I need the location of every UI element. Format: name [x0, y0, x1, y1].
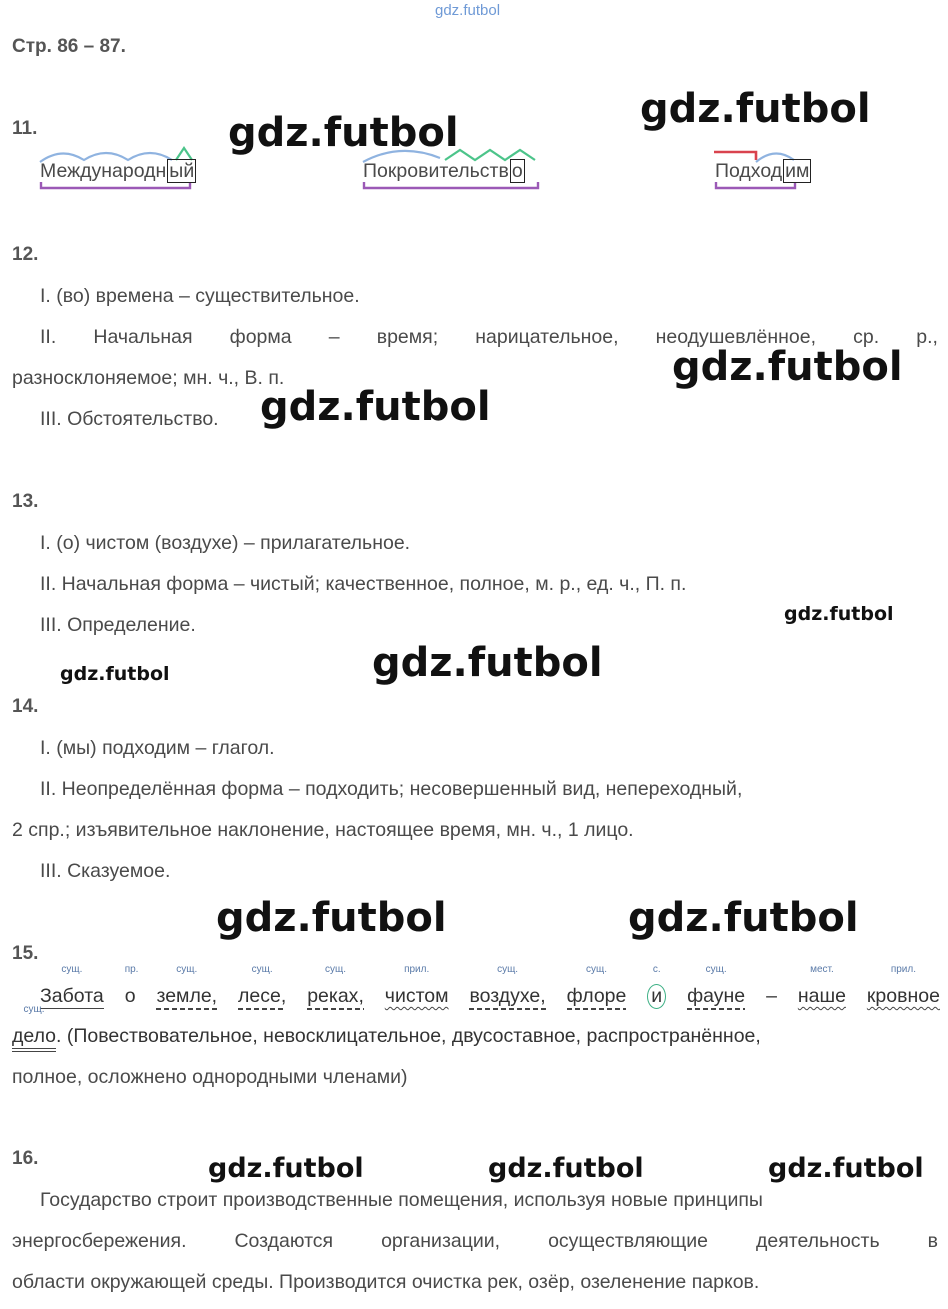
word: сущ. земле, — [156, 985, 217, 1010]
word-subject: сущ. Забота — [40, 964, 104, 1007]
task15-line3: полное, осложнено однородными членами) — [12, 1066, 408, 1088]
task12-line1: I. (во) времена – существительное. — [40, 285, 360, 307]
word: в — [927, 1230, 938, 1252]
word: Начальная — [93, 326, 193, 348]
task13-line3: III. Определение. — [40, 614, 196, 636]
task12-line3: разносклоняемое; мн. ч., В. п. — [12, 367, 285, 389]
word-stem: Международн — [40, 160, 167, 182]
conjunction-circled: с. и — [647, 984, 666, 1009]
task-number-13: 13. — [12, 491, 39, 512]
word-stem: Подход — [715, 160, 783, 182]
task-number-11: 11. — [12, 118, 38, 139]
watermark: gdz.futbol — [488, 1153, 644, 1184]
task-number-12: 12. — [12, 244, 39, 265]
watermark: gdz.futbol — [228, 110, 459, 156]
task15-characteristics: . (Повествовательное, невосклицательное, двусоставное, распространённое, — [56, 1025, 761, 1047]
word: неодушевлённое, — [655, 326, 817, 348]
task-number-15: 15. — [12, 943, 39, 964]
word: нарицательное, — [475, 326, 619, 348]
word: сущ. воздухе, — [469, 985, 545, 1010]
watermark: gdz.futbol — [260, 384, 491, 430]
task13-line1: I. (о) чистом (воздухе) – прилагательное. — [40, 532, 411, 554]
watermark: gdz.futbol — [640, 86, 871, 132]
word: прил. чистом — [384, 964, 449, 1007]
task14-line4: III. Сказуемое. — [40, 860, 171, 882]
word: – — [328, 326, 340, 348]
word-predicate: сущ. дело — [12, 1025, 56, 1052]
task15-sentence-line1 — [40, 964, 940, 1010]
watermark: gdz.futbol — [628, 895, 859, 941]
task12-line4: III. Обстоятельство. — [40, 408, 219, 430]
morpheme-word-3 — [715, 160, 811, 183]
page-title: Стр. 86 – 87. — [12, 36, 126, 57]
task14-line1: I. (мы) подходим – глагол. — [40, 737, 275, 759]
watermark: gdz.futbol — [784, 603, 894, 625]
task14-line2: II. Неопределённая форма – подходить; несовершенный вид, непереходный, — [40, 778, 743, 800]
watermark: gdz.futbol — [672, 344, 903, 390]
dash: – — [766, 985, 777, 1007]
word: ср. — [853, 326, 880, 348]
word: осуществляющие — [548, 1230, 709, 1252]
morpheme-word-2 — [363, 160, 525, 183]
word: организации, — [381, 1230, 501, 1252]
morpheme-word-1 — [40, 160, 196, 183]
watermark: gdz.futbol — [216, 895, 447, 941]
task16-line2 — [12, 1230, 938, 1253]
watermark: gdz.futbol — [372, 640, 603, 686]
word: форма — [229, 326, 292, 348]
task-number-14: 14. — [12, 696, 39, 717]
watermark: gdz.futbol — [60, 663, 170, 685]
word-ending: о — [511, 160, 523, 182]
watermark: gdz.futbol — [768, 1153, 924, 1184]
word: энергосбережения. — [12, 1230, 187, 1252]
word: сущ. лесе, — [238, 985, 286, 1010]
word: р., — [916, 326, 938, 348]
task14-line3: 2 спр.; изъявительное наклонение, настоящее время, мн. ч., 1 лицо. — [12, 819, 634, 841]
task-number-16: 16. — [12, 1148, 39, 1169]
task16-line3: области окружающей среды. Производится очистка рек, озёр, озеленение парков. — [12, 1271, 760, 1293]
word: пр. о — [124, 964, 139, 1007]
task15-sentence-line2 — [12, 1004, 761, 1052]
word-ending: ый — [169, 160, 195, 182]
word: II. — [40, 326, 57, 348]
word-ending: им — [785, 160, 810, 182]
word: время; — [376, 326, 439, 348]
watermark: gdz.futbol — [208, 1153, 364, 1184]
word: сущ. флоре — [567, 985, 627, 1010]
task16-line1: Государство строит производственные помещения, используя новые принципы — [40, 1189, 763, 1211]
word: сущ. реках, — [307, 985, 364, 1010]
task13-line2: II. Начальная форма – чистый; качественное, полное, м. р., ед. ч., П. п. — [40, 573, 687, 595]
word: деятельность — [755, 1230, 880, 1252]
word-stem: Покровительств — [363, 160, 509, 182]
watermark-top: gdz.futbol — [435, 2, 501, 19]
word: прил. кровное — [866, 964, 940, 1007]
word: мест. наше — [797, 964, 846, 1007]
word: Создаются — [234, 1230, 334, 1252]
word: сущ. фауне — [687, 985, 745, 1010]
